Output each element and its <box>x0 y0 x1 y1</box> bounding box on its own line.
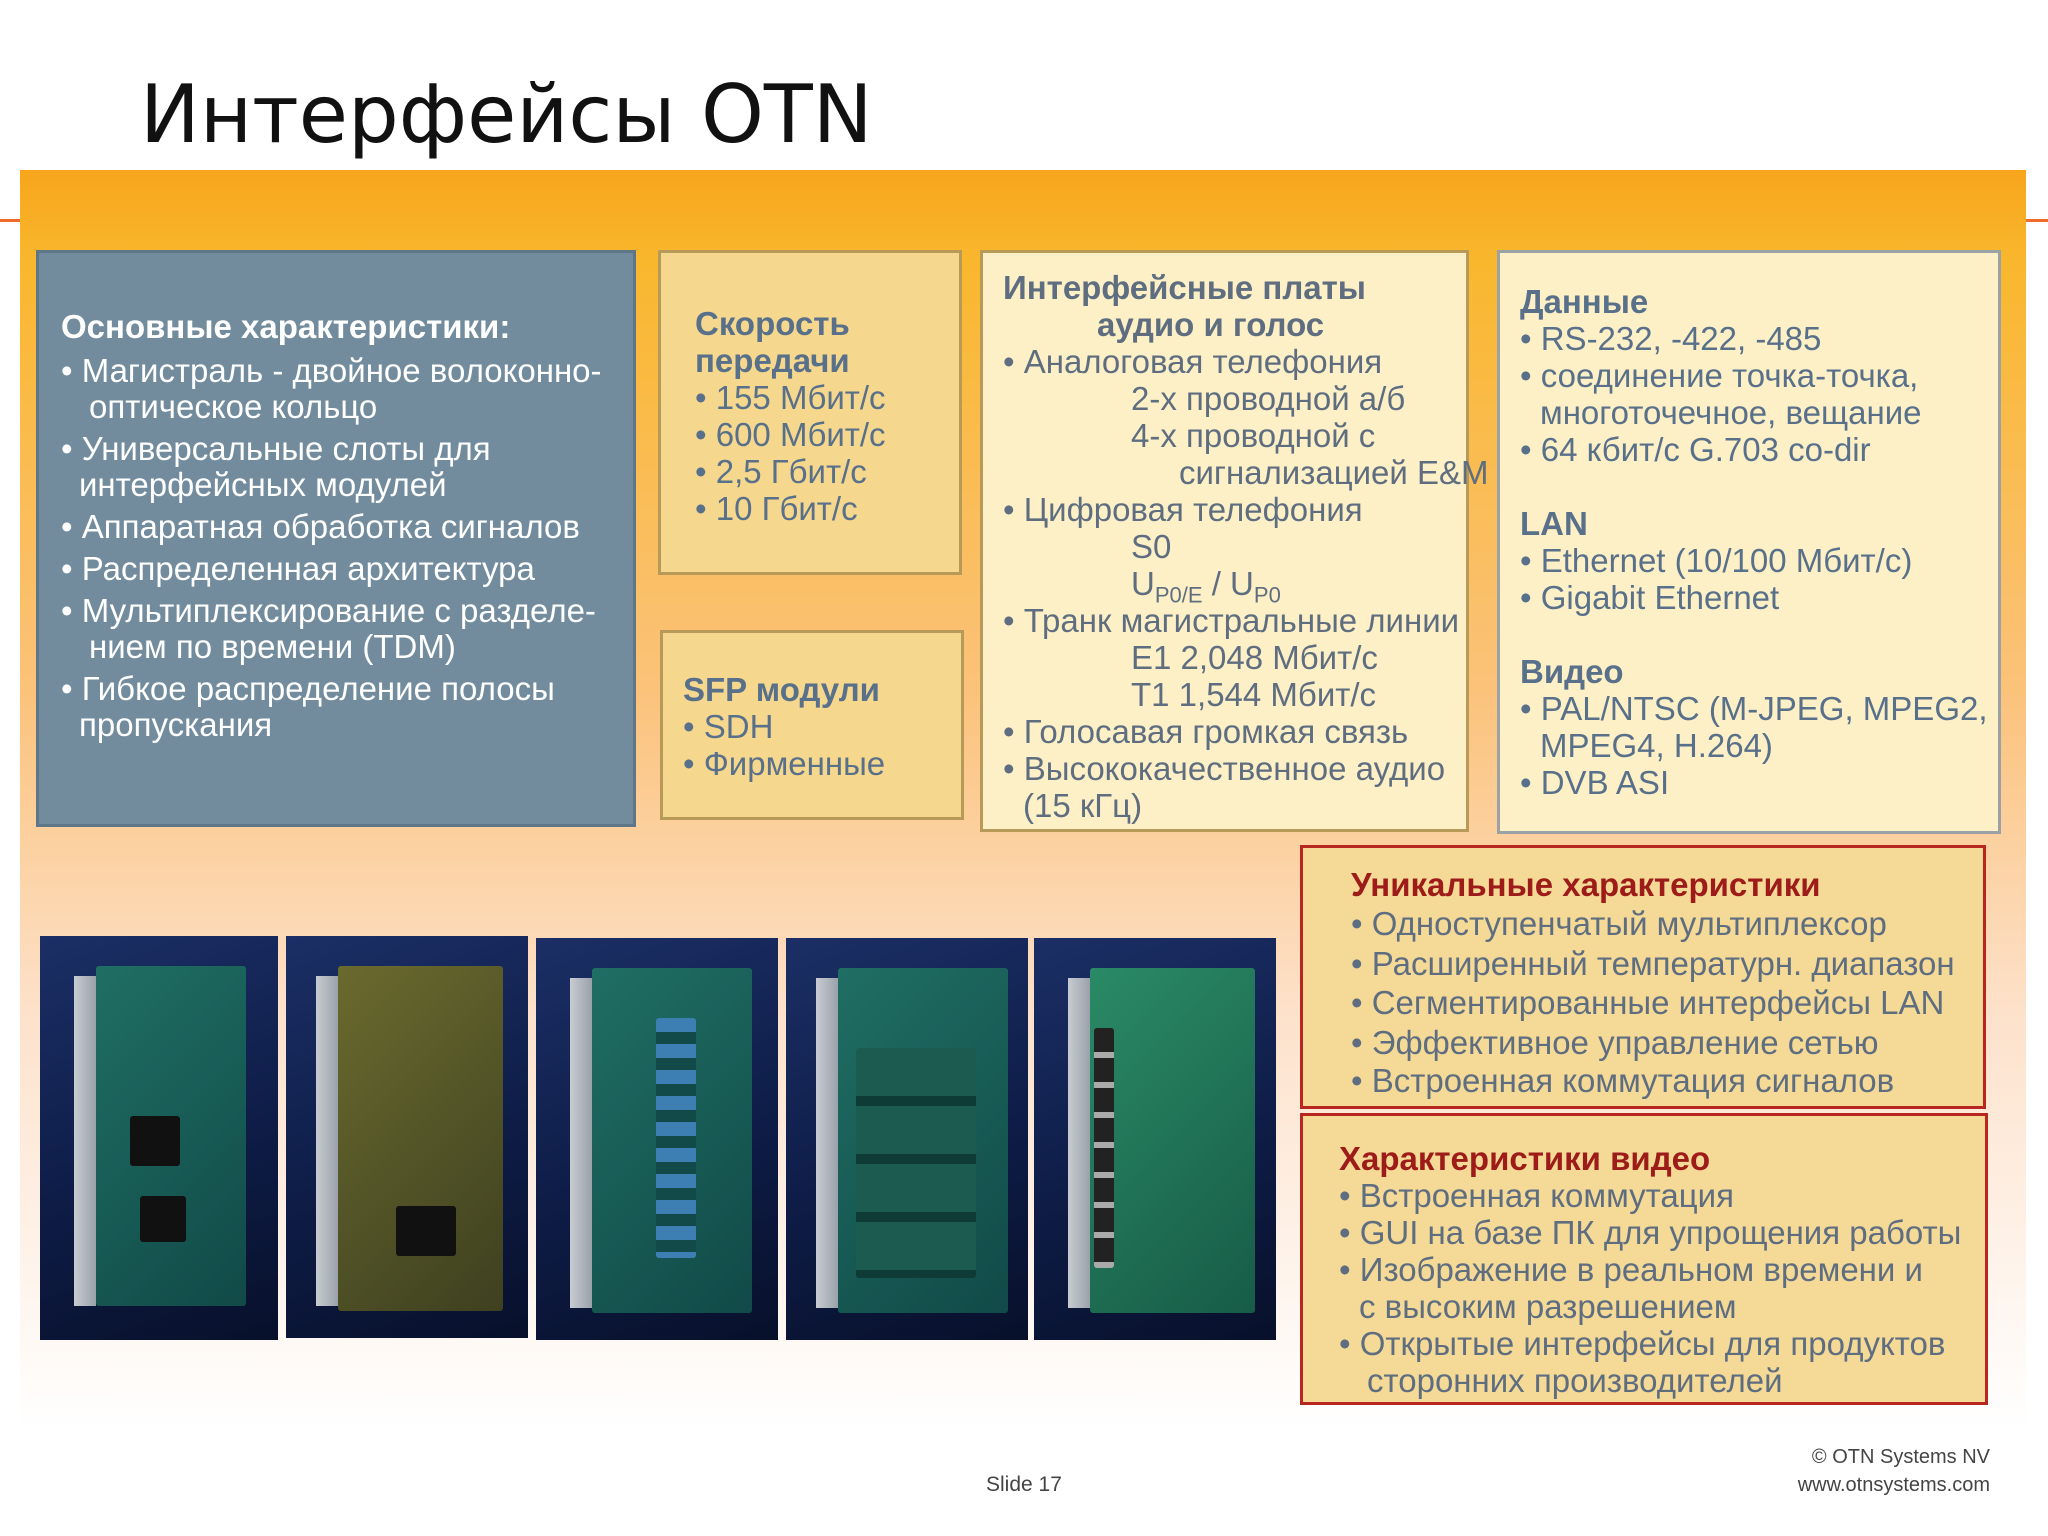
website-text: www.otnsystems.com <box>1797 1474 1990 1496</box>
list-item: • Изображение в реальном времени и <box>1339 1251 1923 1288</box>
list-item: 4-х проводной с <box>1131 417 1376 454</box>
transmission-speed-box <box>658 250 962 575</box>
list-item: • 64 кбит/с G.703 co-dir <box>1520 431 1871 468</box>
list-item: • Ethernet (10/100 Мбит/с) <box>1520 542 1913 579</box>
list-item: • Фирменные <box>683 745 886 782</box>
list-item: • Gigabit Ethernet <box>1520 579 1780 616</box>
list-item: интерфейсных модулей <box>79 466 447 503</box>
list-item: (15 кГц) <box>1023 787 1143 824</box>
list-item: • Встроенная коммутация сигналов <box>1351 1062 1895 1099</box>
list-item: 2-х проводной а/б <box>1131 380 1406 417</box>
data-heading: Данные <box>1520 283 1649 320</box>
board-photo-2 <box>286 936 528 1338</box>
list-item: • Цифровая телефония <box>1003 491 1363 528</box>
list-item: T1 1,544 Мбит/с <box>1131 676 1377 713</box>
list-item: MPEG4, H.264) <box>1540 727 1773 764</box>
list-item: • Магистраль - двойное волоконно- <box>61 352 602 389</box>
list-item: пропускания <box>79 706 273 743</box>
sfp-modules-box <box>660 630 964 820</box>
list-item: сторонних производителей <box>1367 1362 1783 1399</box>
list-item: • Открытые интерфейсы для продуктов <box>1339 1325 1946 1362</box>
list-item: S0 <box>1131 528 1172 565</box>
list-item: • SDH <box>683 708 774 745</box>
board-photo-1 <box>40 936 278 1340</box>
main-features-box <box>36 250 636 827</box>
u-subscript: P0/E <box>1154 582 1203 608</box>
u-label: U <box>1131 565 1155 602</box>
list-item: • 2,5 Гбит/с <box>695 453 867 490</box>
copyright-block <box>1798 1443 1990 1499</box>
sfp-heading: SFP модули <box>683 671 880 708</box>
audio-heading: Интерфейсные платы <box>1003 269 1366 306</box>
list-item: • Расширенный температурн. диапазон <box>1351 945 1955 982</box>
list-item: • 155 Мбит/с <box>695 379 886 416</box>
list-item: • Транк магистральные линии <box>1003 602 1460 639</box>
list-item: • Универсальные слоты для <box>61 430 491 467</box>
video-features-box <box>1300 1113 1988 1405</box>
list-item: оптическое кольцо <box>89 388 378 425</box>
list-item: нием по времени (TDM) <box>89 628 456 665</box>
list-item: • Эффективное управление сетью <box>1351 1024 1879 1061</box>
list-item: • Распределенная архитектура <box>61 550 535 587</box>
unique-heading: Уникальные характеристики <box>1351 866 1821 903</box>
list-item: • Аппаратная обработка сигналов <box>61 508 580 545</box>
list-item: • 10 Гбит/с <box>695 490 858 527</box>
unique-features-box <box>1300 845 1986 1109</box>
list-item: • DVB ASI <box>1520 764 1670 801</box>
list-item: • PAL/NTSC (M-JPEG, MPEG2, <box>1520 690 1988 727</box>
list-item: • Сегментированные интерфейсы LAN <box>1351 984 1945 1021</box>
audio-voice-box <box>980 250 1489 832</box>
u-subscript-2: P0 <box>1253 582 1281 608</box>
lan-heading: LAN <box>1520 505 1588 542</box>
speed-heading-2: передачи <box>695 342 850 379</box>
board-photo-5 <box>1034 938 1276 1340</box>
list-item: с высоким разрешением <box>1359 1288 1737 1325</box>
list-item: многоточечное, вещание <box>1540 394 1922 431</box>
list-item: • 600 Мбит/с <box>695 416 886 453</box>
data-lan-video-box <box>1497 250 2001 834</box>
list-item: • Мультиплексирование с разделе- <box>61 592 596 629</box>
u-label-2: / U <box>1202 565 1254 602</box>
slide-title: Интерфейсы OTN <box>140 68 873 161</box>
list-item: • соединение точка-точка, <box>1520 357 1919 394</box>
list-item <box>1003 565 1466 608</box>
slide-number: Slide 17 <box>986 1473 1062 1496</box>
list-item: • RS-232, -422, -485 <box>1520 320 1822 357</box>
video-heading: Видео <box>1520 653 1624 690</box>
list-item: сигнализацией E&M <box>1179 454 1489 491</box>
audio-heading-2: аудио и голос <box>1097 306 1325 343</box>
video-features-heading: Характеристики видео <box>1339 1140 1711 1177</box>
speed-heading: Скорость <box>695 305 850 342</box>
list-item: • GUI на базе ПК для упрощения работы <box>1339 1214 1962 1251</box>
list-item: E1 2,048 Мбит/с <box>1131 639 1378 676</box>
copyright-text: © OTN Systems NV <box>1811 1446 1990 1468</box>
list-item: • Одноступенчатый мультиплексор <box>1351 905 1887 942</box>
main-features-heading: Основные характеристики: <box>61 308 511 345</box>
list-item: • Гибкое распределение полосы <box>61 670 555 707</box>
list-item: • Высококачественное аудио <box>1003 750 1446 787</box>
list-item: • Голосавая громкая связь <box>1003 713 1409 750</box>
board-photo-3 <box>536 938 778 1340</box>
board-photo-4 <box>786 938 1028 1340</box>
list-item: • Аналоговая телефония <box>1003 343 1383 380</box>
list-item: • Встроенная коммутация <box>1339 1177 1734 1214</box>
